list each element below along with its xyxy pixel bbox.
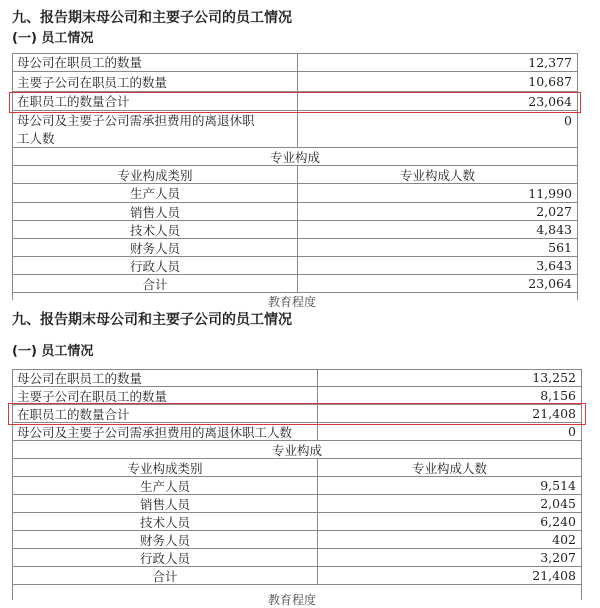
composition-header: 专业构成 [12,441,582,459]
technical-value: 4,843 [298,221,578,239]
table-row [12,441,582,459]
production-label: 生产人员 [12,477,318,495]
technical-label: 技术人员 [12,221,298,239]
cutoff-row [0,591,600,607]
retired-label-line-2: 工人数 [17,131,55,146]
production-label: 生产人员 [12,184,298,203]
admin-label: 行政人员 [12,257,298,275]
sales-label: 销售人员 [12,203,298,221]
sales-value: 2,027 [298,203,578,221]
admin-label: 行政人员 [12,549,318,567]
table-row [12,405,582,423]
section-title: 九、报告期末母公司和主要子公司的员工情况 [12,10,292,26]
count-header: 专业构成人数 [298,166,578,184]
sub-title: (一) 员工情况 [12,31,94,46]
subsidiary-employees-label: 主要子公司在职员工的数量 [12,387,318,405]
sales-label: 销售人员 [12,495,318,513]
table-row [12,72,578,92]
table-row [12,477,582,495]
technical-label: 技术人员 [12,513,318,531]
production-value: 9,514 [318,477,582,495]
sum-label: 合计 [12,567,318,585]
finance-value: 402 [318,531,582,549]
table-row [12,513,582,531]
count-header: 专业构成人数 [318,459,582,477]
table-row [12,459,582,477]
sub-title: (一) 员工情况 [12,344,94,359]
education-cutoff-label: 教育程度 [268,295,317,309]
category-header: 专业构成类别 [12,459,318,477]
table-row [12,203,578,221]
sum-value: 21,408 [318,567,582,585]
parent-employees-label: 母公司在职员工的数量 [12,53,298,72]
retired-value: 0 [298,111,578,148]
table-row [12,239,578,257]
total-employees-label: 在职员工的数量合计 [12,405,318,423]
table-row [12,184,578,203]
retired-label: 母公司及主要子公司需承担费用的离退休职工人数 [12,423,318,441]
category-header: 专业构成类别 [12,166,298,184]
subsidiary-employees-label: 主要子公司在职员工的数量 [12,72,298,92]
table-row [12,111,578,148]
sum-value: 23,064 [298,275,578,293]
total-employees-value: 21,408 [318,405,582,423]
composition-header: 专业构成 [12,148,578,166]
retired-value: 0 [318,423,582,441]
total-employees-value: 23,064 [298,92,578,111]
finance-label: 财务人员 [12,531,318,549]
subsidiary-employees-value: 10,687 [298,72,578,92]
table-row [12,221,578,239]
total-employees-label: 在职员工的数量合计 [12,92,298,111]
table-row [12,148,578,166]
parent-employees-label: 母公司在职员工的数量 [12,369,318,387]
table-row [12,423,582,441]
finance-label: 财务人员 [12,239,298,257]
retired-label-line-1: 母公司及主要子公司需承担费用的离退休职 [17,113,255,128]
admin-value: 3,643 [298,257,578,275]
education-cutoff-label: 教育程度 [268,593,317,607]
table-row [12,567,582,585]
table-row [12,531,582,549]
technical-value: 6,240 [318,513,582,531]
table-row [12,369,582,387]
subsidiary-employees-value: 8,156 [318,387,582,405]
finance-value: 561 [298,239,578,257]
table-row [12,166,578,184]
retired-label [12,111,298,148]
table-row [12,257,578,275]
table-row [12,549,582,567]
section-title: 九、报告期末母公司和主要子公司的员工情况 [12,312,292,328]
report-b [0,305,600,607]
table-row [12,53,578,72]
cutoff-row [0,293,600,309]
table-row [12,275,578,293]
production-value: 11,990 [298,184,578,203]
sum-label: 合计 [12,275,298,293]
table-row [12,387,582,405]
table-row [12,495,582,513]
admin-value: 3,207 [318,549,582,567]
parent-employees-value: 12,377 [298,53,578,72]
table-row [12,92,578,111]
parent-employees-value: 13,252 [318,369,582,387]
sales-value: 2,045 [318,495,582,513]
